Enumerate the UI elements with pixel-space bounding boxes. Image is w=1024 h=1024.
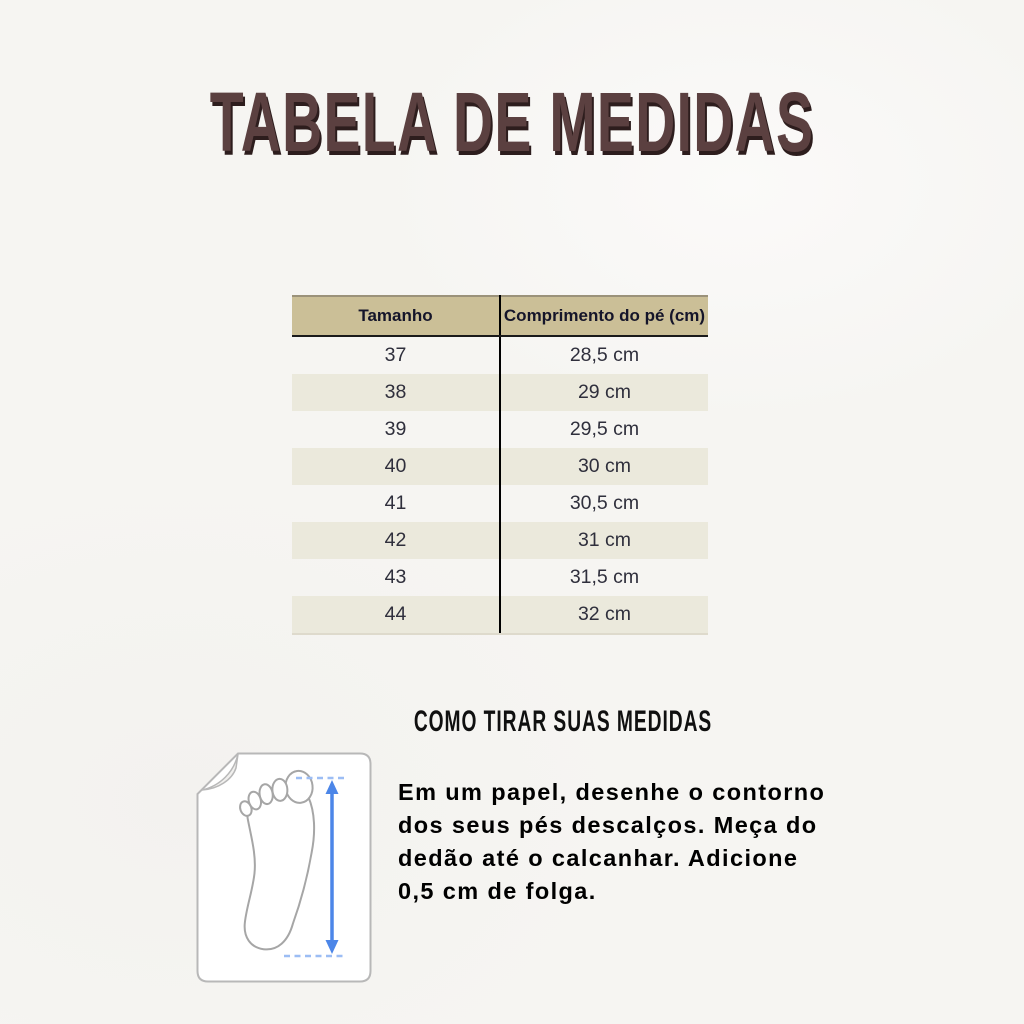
size-table-header-row: [292, 296, 708, 336]
size-table-row: [292, 448, 708, 485]
cell-foot-length: 31,5 cm: [569, 566, 640, 588]
instructions-line: dos seus pés descalços. Meça do: [398, 812, 818, 838]
cell-size: 42: [292, 522, 500, 559]
measurement-section-heading: [330, 707, 796, 737]
size-table-row: [292, 485, 708, 522]
instructions-text: [398, 776, 868, 908]
instructions-line: dedão até o calcanhar. Adicione: [398, 845, 799, 871]
cell-size: 37: [292, 336, 500, 374]
header-cell-foot-length: Comprimento do pé (cm): [500, 296, 708, 336]
cell-foot-length: 31 cm: [500, 522, 708, 559]
size-table-row: [292, 596, 708, 634]
cell-foot-length: 29,5 cm: [569, 418, 640, 440]
size-table-row: [292, 374, 708, 411]
cell-size: 40: [292, 448, 500, 485]
size-table-row: [292, 559, 708, 596]
size-table-row: [292, 336, 708, 374]
instructions-line: Em um papel, desenhe o contorno: [398, 779, 826, 805]
cell-foot-length: 29 cm: [500, 374, 708, 411]
page-title: [0, 75, 1024, 169]
size-table: [292, 295, 708, 635]
size-chart: [292, 295, 708, 635]
cell-foot-length: 30,5 cm: [569, 492, 640, 514]
size-table-row: [292, 522, 708, 559]
cell-size: 41: [292, 485, 500, 522]
cell-foot-length: 28,5 cm: [569, 344, 640, 366]
cell-foot-length: 30 cm: [500, 448, 708, 485]
instructions-line: 0,5 cm de folga.: [398, 878, 597, 904]
size-table-body: [292, 336, 708, 634]
header-cell-size: Tamanho: [292, 296, 500, 336]
size-table-row: [292, 411, 708, 448]
cell-size: 38: [292, 374, 500, 411]
foot-measure-illustration: [196, 752, 372, 983]
page-title-text: TABELA DE MEDIDAS: [209, 75, 815, 169]
cell-foot-length: 32 cm: [500, 596, 708, 634]
cell-size: 39: [292, 411, 500, 448]
cell-size: 43: [292, 559, 500, 596]
measurement-section-heading-text: COMO TIRAR SUAS MEDIDAS: [413, 705, 713, 738]
cell-size: 44: [292, 596, 500, 634]
